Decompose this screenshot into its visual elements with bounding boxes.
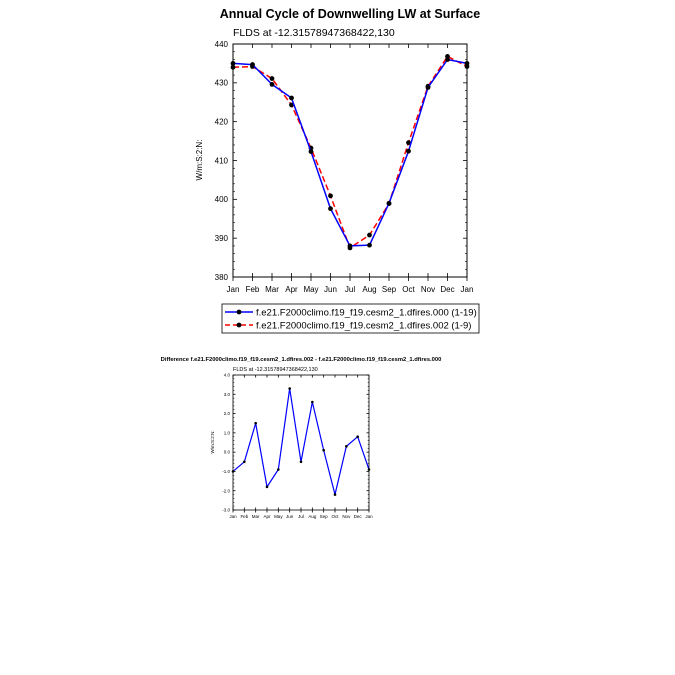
y-tick-label: 3.0 (223, 391, 230, 397)
data-point (328, 193, 333, 198)
data-point (289, 96, 294, 101)
data-point (266, 486, 269, 489)
y-tick-label: 420 (214, 117, 228, 127)
data-point (367, 233, 372, 238)
y-tick-label: -3.0 (222, 507, 230, 513)
data-point (311, 401, 314, 404)
data-point (334, 493, 337, 496)
x-tick-label: Jun (286, 514, 294, 519)
series-lines (231, 54, 470, 250)
x-tick-label: Sep (319, 514, 328, 519)
x-tick-label: Jan (365, 514, 373, 519)
data-point (300, 460, 303, 463)
y-axis-label: W/m:S:2:N: (195, 139, 204, 181)
x-tick-label: Sep (381, 285, 397, 294)
y-tick-labels (222, 373, 230, 513)
y-tick-label: -1.0 (222, 469, 230, 475)
data-point (270, 76, 275, 81)
difference-chart (161, 357, 442, 519)
y-tick-label: 440 (214, 39, 228, 49)
x-tick-label: Oct (402, 285, 415, 294)
x-tick-label: Mar (265, 285, 279, 294)
y-tick-label: 1.0 (223, 430, 230, 436)
annual-cycle-chart (195, 7, 480, 294)
difference-subtitle: FLDS at -12.31578947368422,130 (233, 367, 318, 373)
x-tick-label: May (303, 285, 319, 294)
legend-marker (237, 310, 242, 315)
y-tick-label: 4.0 (223, 372, 230, 378)
data-point (328, 206, 333, 211)
x-tick-label: Feb (240, 514, 249, 519)
x-tick-labels (229, 514, 373, 519)
data-point (367, 243, 372, 248)
y-tick-label: 430 (214, 78, 228, 88)
x-tick-label: Jan (229, 514, 237, 519)
x-tick-label: Nov (342, 514, 351, 519)
data-point (387, 201, 392, 206)
data-point (445, 57, 450, 62)
difference-plot-frame (233, 375, 369, 510)
data-point (406, 149, 411, 154)
y-tick-labels (215, 40, 229, 282)
difference-title: Difference f.e21.F2000climo.f19_f19.cesm2_1.dfires.002 - f.e21.F2000climo.f19_f19.cesm2_1.dfires.000 (160, 357, 442, 363)
x-tick-label: Apr (285, 285, 298, 294)
series-lines (232, 387, 371, 496)
x-tick-label: Jan (226, 285, 240, 294)
data-point (250, 62, 255, 67)
data-point (270, 82, 275, 87)
y-tick-label: -2.0 (222, 488, 230, 494)
data-point (288, 387, 291, 390)
x-tick-label: May (274, 514, 283, 519)
legend-entry-002 (225, 321, 471, 332)
x-tick-label: Jan (460, 285, 474, 294)
legend (222, 304, 479, 333)
series-line-0 (233, 60, 467, 246)
data-point (348, 244, 353, 249)
x-tick-label: Aug (308, 514, 317, 519)
x-tick-label: Jul (344, 285, 356, 294)
data-point (309, 149, 314, 154)
y-tick-label: 2.0 (223, 411, 230, 417)
y-tick-label: 410 (214, 156, 228, 166)
y-tick-label: 0.0 (223, 449, 230, 455)
series-line-0 (233, 389, 369, 495)
x-tick-label: Jun (324, 285, 337, 294)
data-point (254, 422, 257, 425)
x-tick-label: Nov (420, 285, 436, 294)
y-tick-label: 400 (214, 195, 228, 205)
data-point (322, 449, 325, 452)
x-tick-label: Oct (331, 514, 339, 519)
data-point (345, 445, 348, 448)
y-tick-label: 380 (214, 272, 228, 282)
x-tick-label: Dec (353, 514, 362, 519)
series-line-1 (233, 56, 467, 247)
plot-frame (233, 44, 467, 277)
legend-label: f.e21.F2000climo.f19_f19.cesm2_1.dfires.002 (1-9) (256, 320, 472, 332)
y-tick-label: 390 (214, 233, 228, 243)
data-point (243, 460, 246, 463)
x-tick-label: Dec (440, 285, 455, 294)
data-point (426, 85, 431, 90)
x-tick-label: Feb (245, 285, 260, 294)
chart-subtitle: FLDS at -12.31578947368422,130 (233, 27, 395, 39)
legend-label: f.e21.F2000climo.f19_f19.cesm2_1.dfires.000 (1-19) (256, 307, 477, 319)
x-tick-label: Jul (298, 514, 304, 519)
data-point (356, 435, 359, 438)
legend-marker (237, 323, 242, 328)
data-point (277, 468, 280, 471)
x-tick-label: Aug (362, 285, 377, 294)
legend-entry-000 (225, 308, 477, 319)
difference-y-axis-label: W/m:S:2:N: (210, 430, 215, 454)
x-tick-labels (227, 285, 474, 294)
chart-title: Annual Cycle of Downwelling LW at Surface (219, 7, 481, 21)
x-tick-label: Apr (263, 514, 271, 519)
x-tick-label: Mar (251, 514, 260, 519)
